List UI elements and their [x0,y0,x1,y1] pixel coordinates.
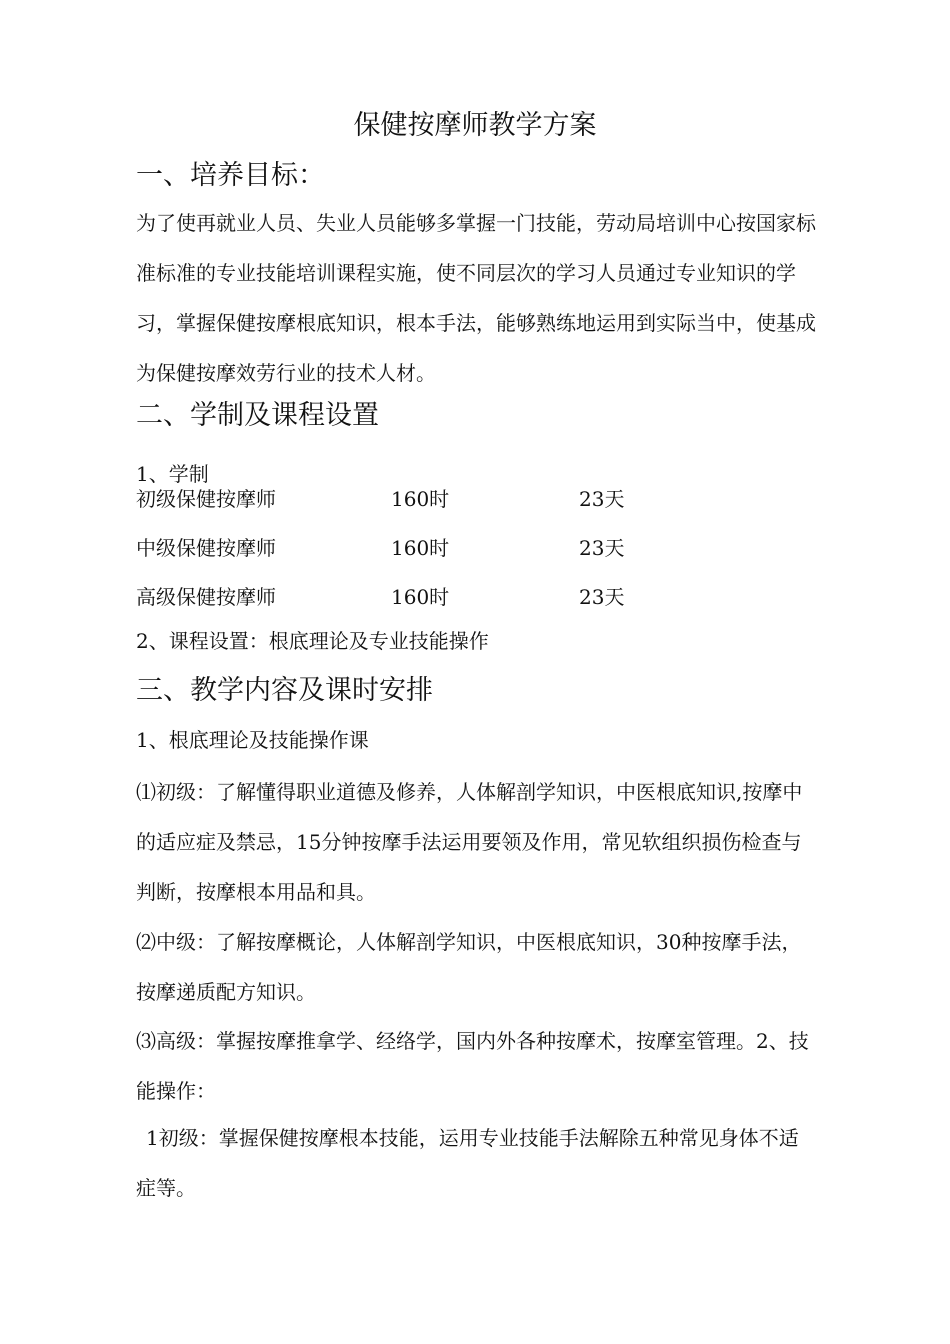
course-setup-line: 2、课程设置：根底理论及专业技能操作 [136,629,489,653]
skill-operation-paragraph: 1初级：掌握保健按摩根本技能，运用专业技能手法解除五种常见身体不适症等。 [136,1126,799,1200]
table-row [136,582,836,612]
goals-paragraph: 为了使再就业人员、失业人员能够多掌握一门技能，劳动局培训中心按国家标准标准的专业技能培训课程实施，使不同层次的学习人员通过专业知识的学习，掌握保健按摩根底知识，根本手法，能够熟练地运用到实际当中，使基成为保健按摩效劳行业的技术人材。 [136,211,816,385]
hours-cell: 160时 [391,585,450,609]
section-heading-schooling: 二、学制及课程设置 [136,400,379,431]
schooling-subheading: 1、学制 [136,462,209,486]
document-title: 保健按摩师教学方案 [353,110,597,141]
section-heading-content: 三、教学内容及课时安排 [136,675,433,706]
hours-cell: 160时 [391,536,450,560]
intermediate-level-paragraph: ⑵中级：了解按摩概论，人体解剖学知识，中医根底知识，30种按摩手法，按摩递质配方知识。 [136,930,802,1004]
days-cell: 23天 [579,585,625,609]
table-row [136,484,836,514]
primary-level-paragraph: ⑴初级：了解懂得职业道德及修养，人体解剖学知识，中医根底知识,按摩中的适应症及禁忌，15分钟按摩手法运用要领及作用，常见软组织损伤检查与判断，按摩根本用品和具。 [136,780,803,904]
section-heading-goals: 一、培养目标： [136,160,325,191]
level-cell: 初级保健按摩师 [136,487,276,511]
advanced-level-paragraph: ⑶高级：掌握按摩推拿学、经络学，国内外各种按摩术，按摩室管理。2、技能操作： [136,1029,809,1103]
hours-cell: 160时 [391,487,450,511]
days-cell: 23天 [579,487,625,511]
days-cell: 23天 [579,536,625,560]
level-cell: 高级保健按摩师 [136,585,276,609]
level-cell: 中级保健按摩师 [136,536,276,560]
table-row [136,533,836,563]
content-subheading: 1、根底理论及技能操作课 [136,728,369,752]
